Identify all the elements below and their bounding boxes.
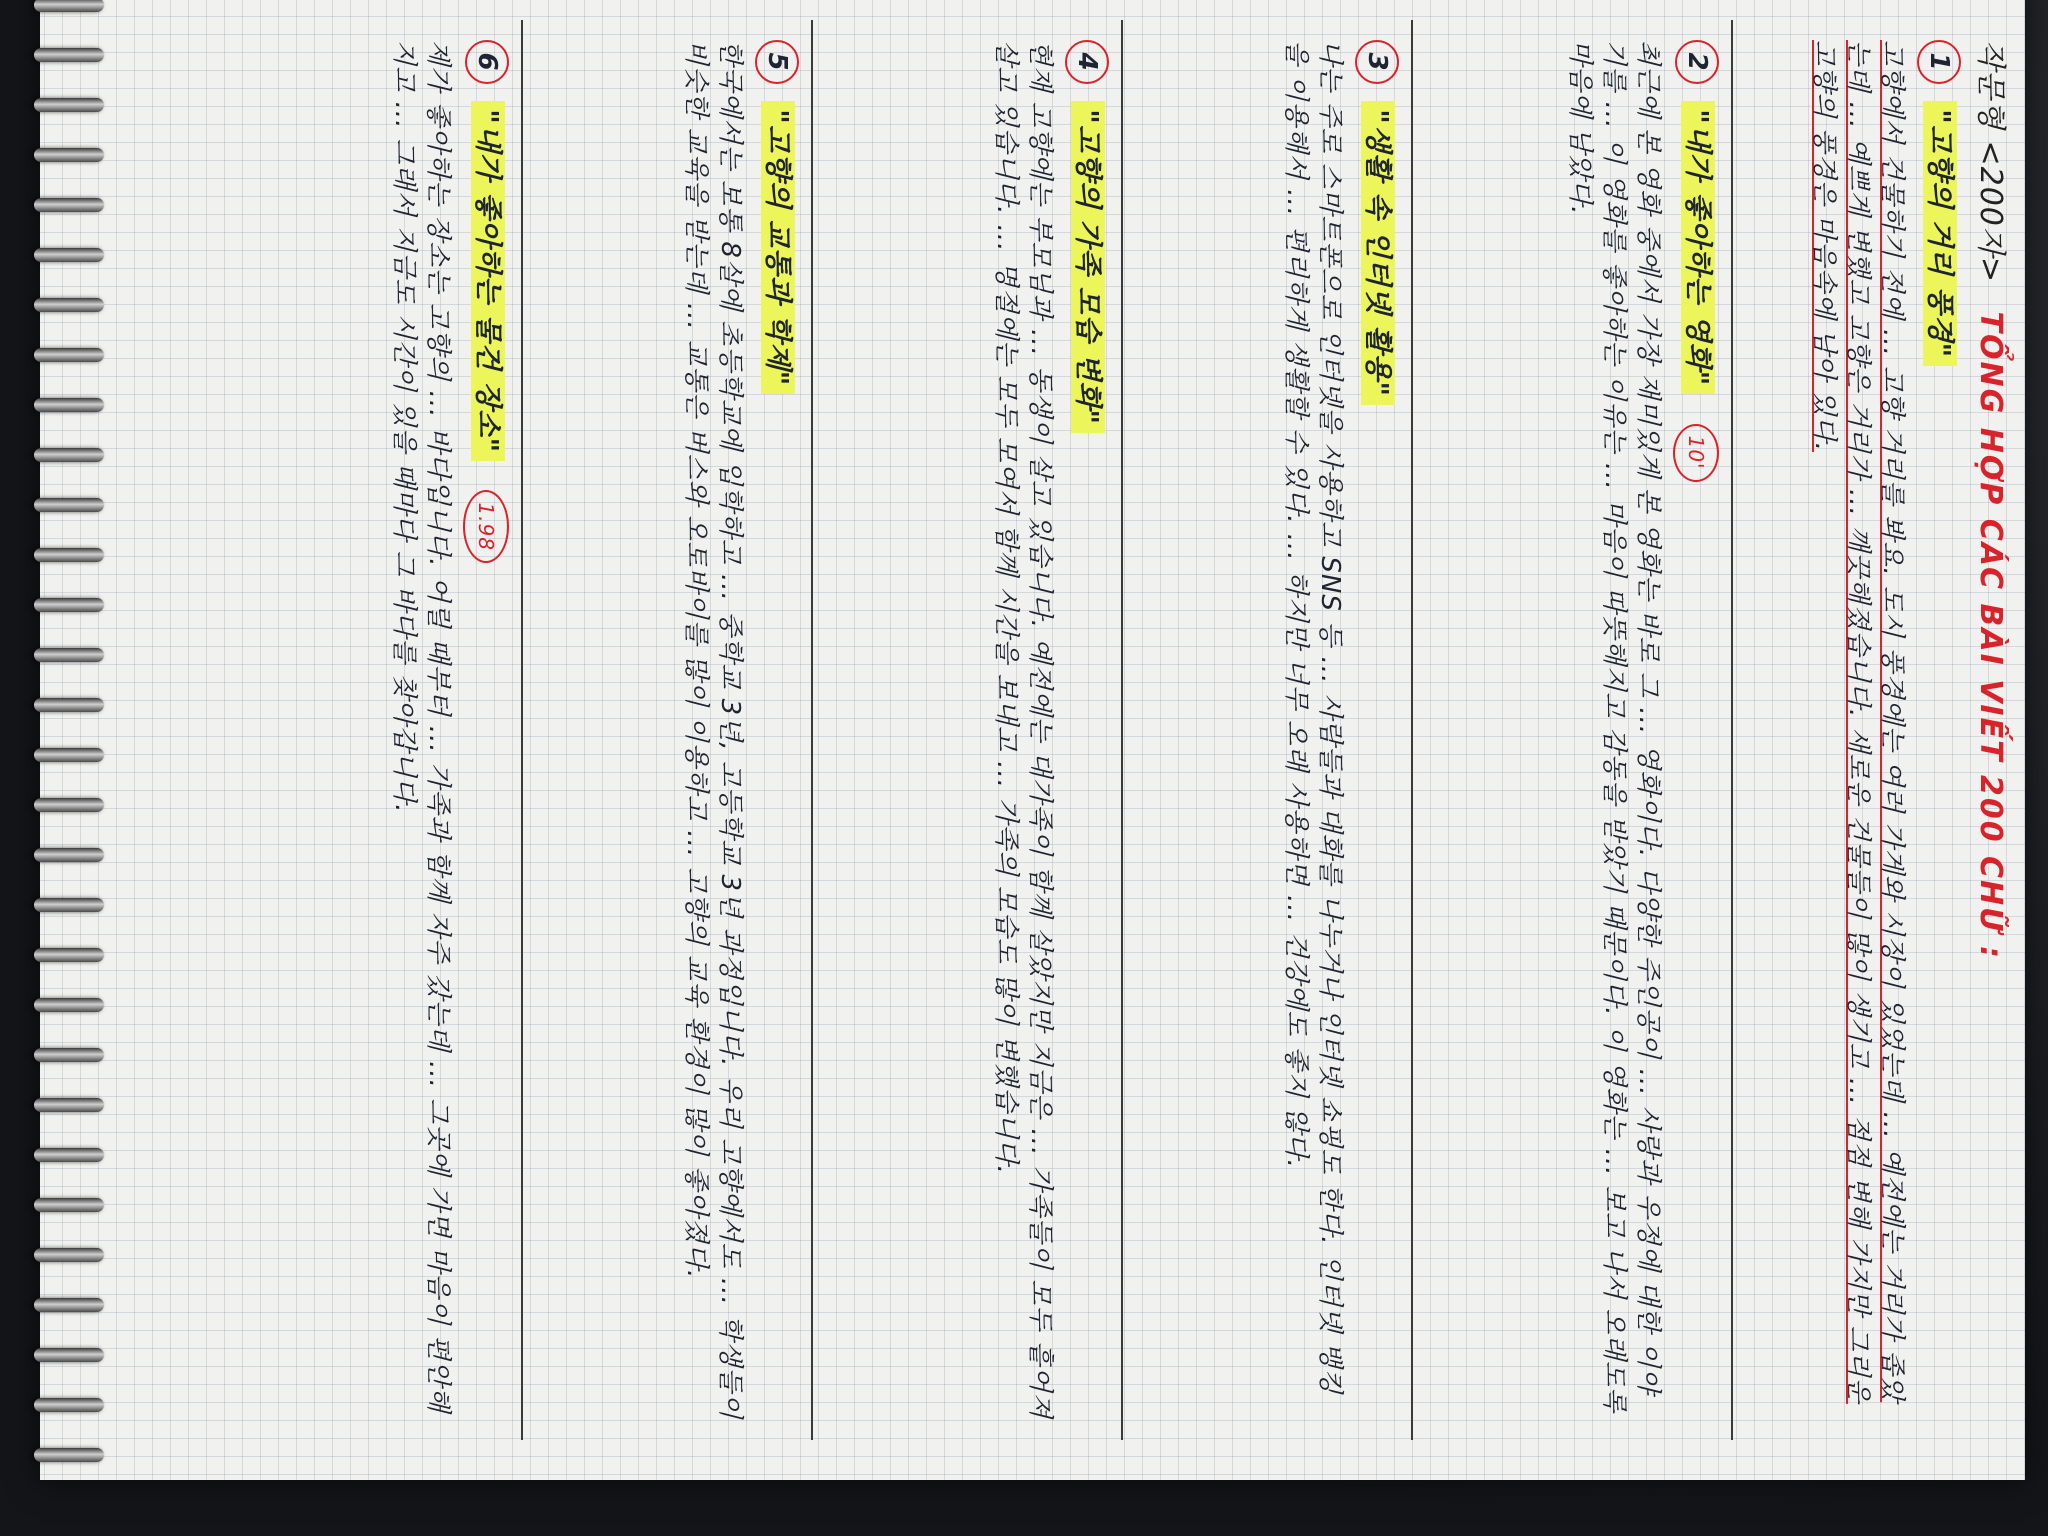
spiral-ring bbox=[34, 1048, 104, 1062]
divider bbox=[1731, 20, 1733, 1440]
spiral-ring bbox=[34, 1148, 104, 1162]
section-heading: "고향의 거리 풍경" bbox=[1923, 101, 1957, 366]
spiral-ring bbox=[34, 348, 104, 362]
section-number: 2 bbox=[1675, 40, 1719, 84]
spiral-ring bbox=[34, 1348, 104, 1362]
divider bbox=[521, 20, 523, 1440]
spiral-ring bbox=[34, 148, 104, 162]
section-heading: "내가 좋아하는 물건 장소" bbox=[471, 101, 505, 461]
margin-note: 1.98 bbox=[463, 490, 509, 563]
divider bbox=[1121, 20, 1123, 1440]
margin-note: 10' bbox=[1673, 424, 1719, 482]
spiral-ring bbox=[34, 998, 104, 1012]
divider bbox=[811, 20, 813, 1440]
spiral-ring bbox=[34, 748, 104, 762]
section-body: 최근에 본 영화 중에서 가장 재미있게 본 영화는 바로 그 ... 영화이다. 다양한 주인공이 ... 사랑과 우정에 대한 이야기를 ... 이 영화를 좋아하는 이유는 ... 마음이 따뜻해지고 감동을 받았기 때문이다. 이 영화는 ... 보고 나서 오래도록 마음에 남았다. bbox=[1565, 40, 1663, 1414]
section-body: 제가 좋아하는 장소는 고향의 ... 바다입니다. 어릴 때부터 ... 가족과 함께 자주 갔는데 ... 그곳에 가면 마음이 편안해지고 ... 그래서 지금도 시간이 있을 때마다 그 바다를 찾아갑니다. bbox=[389, 40, 453, 1414]
spiral-ring bbox=[34, 198, 104, 212]
spiral-ring bbox=[34, 548, 104, 562]
section-1 bbox=[1807, 40, 1961, 1420]
spiral-ring bbox=[34, 498, 104, 512]
section-6 bbox=[387, 40, 509, 1420]
spiral-ring bbox=[34, 1448, 104, 1462]
spiral-ring bbox=[34, 698, 104, 712]
spiral-ring bbox=[34, 598, 104, 612]
section-number: 3 bbox=[1355, 40, 1399, 84]
section-heading: "고향의 교통과 학제" bbox=[761, 101, 795, 394]
spiral-ring bbox=[34, 248, 104, 262]
spiral-ring bbox=[34, 98, 104, 112]
section-body: 현재 고향에는 부모님과 ... 동생이 살고 있습니다. 예전에는 대가족이 함께 살았지만 지금은 ... 가족들이 모두 흩어져 살고 있습니다. ... 명절에는 모두 모여서 함께 시간을 보내고 ... 가족의 모습도 많이 변했습니다. bbox=[991, 40, 1055, 1420]
title-main: TỔNG HỢP CÁC BÀI VIẾT 200 CHỮ : bbox=[1973, 311, 2008, 960]
spiral-ring bbox=[34, 948, 104, 962]
notebook-page bbox=[40, 0, 2025, 1480]
section-5 bbox=[679, 40, 799, 1420]
spiral-ring bbox=[34, 1398, 104, 1412]
spiral-binding bbox=[34, 0, 124, 1480]
spiral-ring bbox=[34, 798, 104, 812]
section-number: 5 bbox=[755, 40, 799, 84]
spiral-ring bbox=[34, 898, 104, 912]
section-body: 한국에서는 보통 8살에 초등학교에 입학하고 ... 중학교 3년, 고등학교 3년 과정입니다. 우리 고향에서도 ... 학생들이 비슷한 교육을 받는데 ... 교통은 버스와 오토바이를 많이 이용하고 ... 고향의 교육 환경이 많이 좋아졌다. bbox=[681, 40, 745, 1420]
spiral-ring bbox=[34, 1198, 104, 1212]
spiral-ring bbox=[34, 48, 104, 62]
spiral-ring bbox=[34, 848, 104, 862]
spiral-ring bbox=[34, 1298, 104, 1312]
section-body: 고향에서 건물하기 전에 ... 고향 거리를 봐요. 도시 풍경에는 여러 가게와 시장이 있었는데 ... 예전에는 거리가 좁았는데 ... 예쁘게 변했고 고향은 거리가 ... 깨끗해졌습니다. 새로운 건물들이 많이 생기고 ... 점점 변해 가지만 그리운 고향의 풍경은 마음속에 남아 있다. bbox=[1809, 40, 1907, 1404]
section-heading: "고향의 가족 모습 변화" bbox=[1071, 101, 1105, 433]
section-4 bbox=[989, 40, 1109, 1420]
section-3 bbox=[1279, 40, 1399, 1420]
section-heading: "내가 좋아하는 영화" bbox=[1681, 101, 1715, 394]
spiral-ring bbox=[34, 1098, 104, 1112]
section-body: 나는 주로 스마트폰으로 인터넷을 사용하고 SNS 등 ... 사람들과 대화를 나누거나 인터넷 쇼핑도 한다. 인터넷 뱅킹을 이용해서 ... 편리하게 생활할 수 있다. ... 하지만 너무 오래 사용하면 ... 건강에도 좋지 않다. bbox=[1281, 40, 1345, 1395]
title-prefix: 작문형 <200자> bbox=[1973, 40, 2008, 283]
section-number: 4 bbox=[1065, 40, 1109, 84]
section-2 bbox=[1563, 40, 1719, 1420]
spiral-ring bbox=[34, 648, 104, 662]
section-number: 1 bbox=[1917, 40, 1961, 84]
section-number: 6 bbox=[465, 40, 509, 84]
section-heading: "생활 속 인터넷 활용" bbox=[1361, 101, 1395, 405]
spiral-ring bbox=[34, 298, 104, 312]
spiral-ring bbox=[34, 0, 104, 12]
divider bbox=[1411, 20, 1413, 1440]
spiral-ring bbox=[34, 1248, 104, 1262]
spiral-ring bbox=[34, 398, 104, 412]
page-title bbox=[1973, 40, 2007, 1420]
spiral-ring bbox=[34, 448, 104, 462]
